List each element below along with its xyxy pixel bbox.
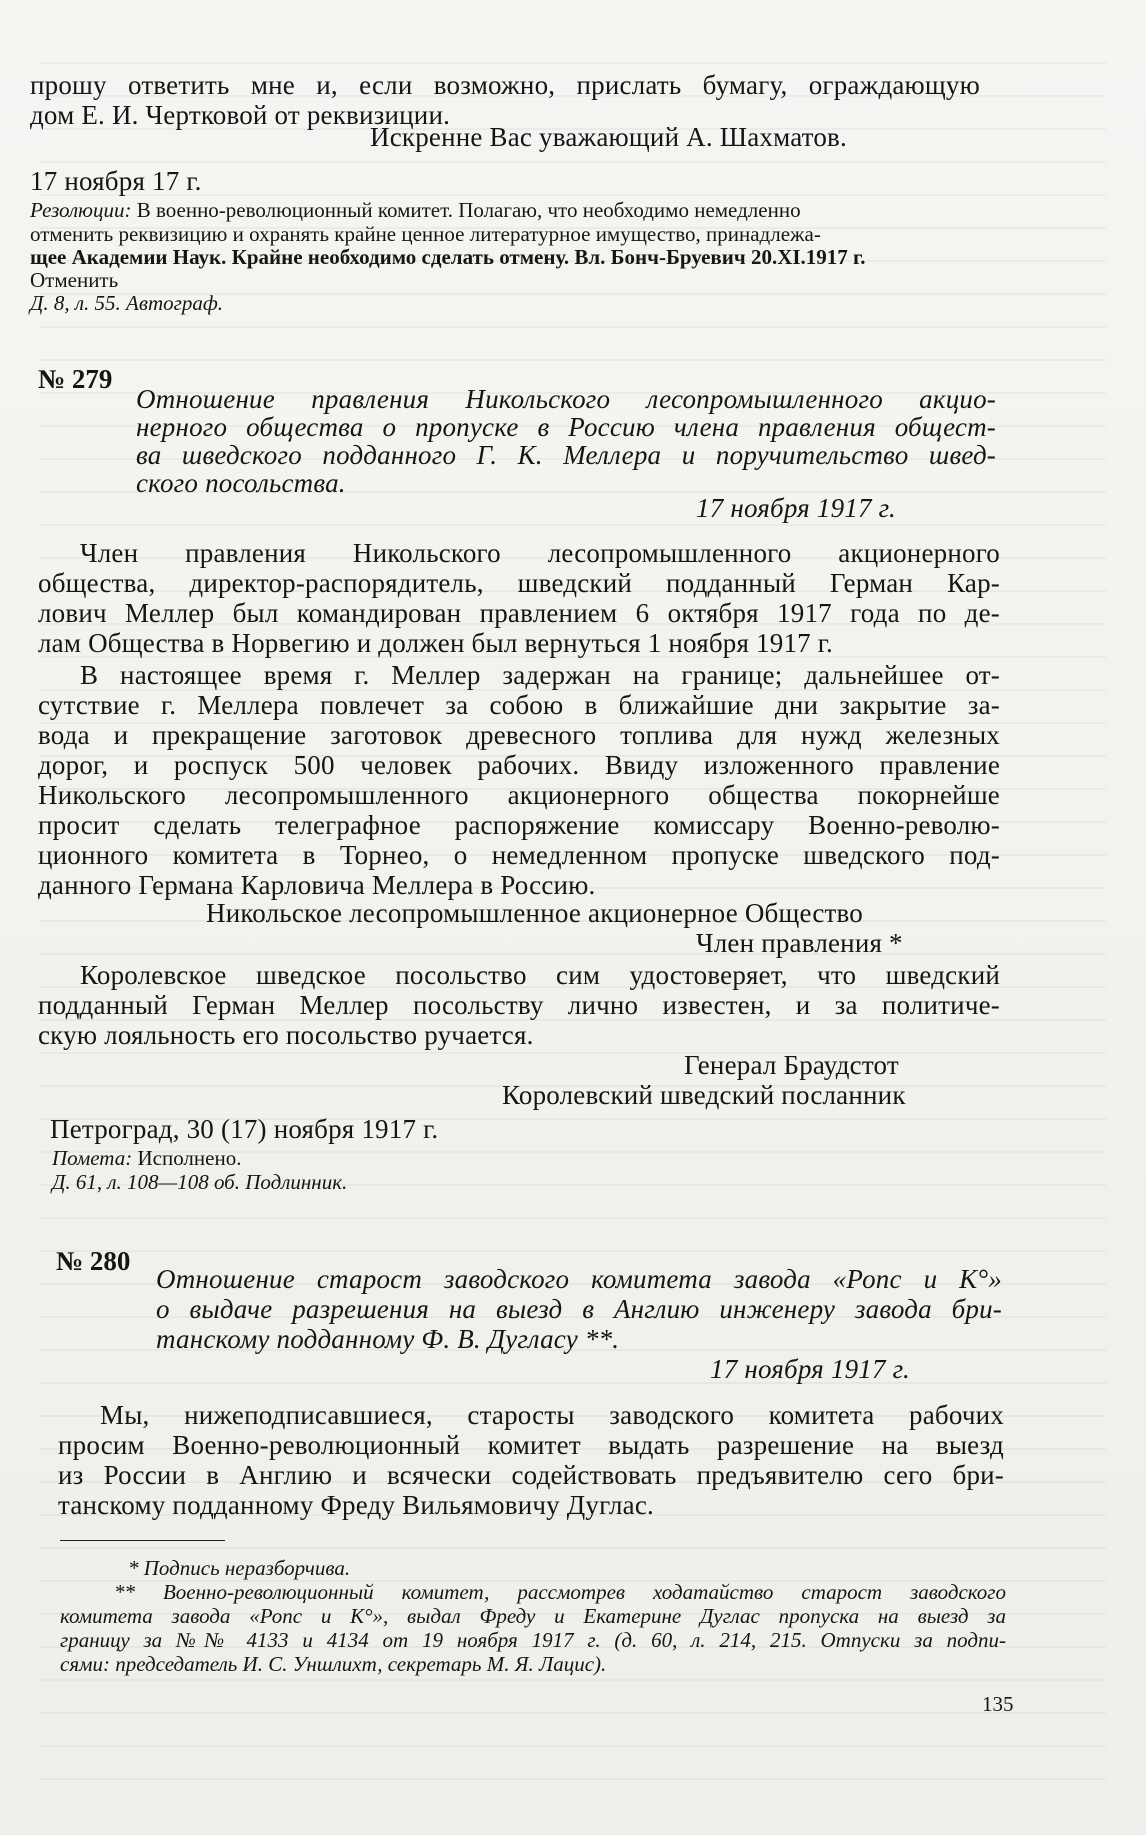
doc279-embassy-line3: скую лояльность его посольство ручается. bbox=[38, 1020, 534, 1050]
doc279-title-line3: ва шведского подданного Г. К. Меллера и поручительство швед- bbox=[136, 440, 996, 470]
doc278-date: 17 ноября 17 г. bbox=[30, 166, 202, 196]
doc279-para1-line3: лович Меллер был командирован правлением 6 октября 1917 года по де- bbox=[38, 598, 1000, 628]
doc279-para2-line5: Никольского лесопромышленного акционерного общества покорнейше bbox=[38, 780, 1000, 810]
resolution-text-1: В военно-революционный комитет. Полагаю, что необходимо немедленно bbox=[136, 198, 801, 222]
doc279-para2-line7: ционного комитета в Торнео, о немедленном пропуске шведского под- bbox=[38, 840, 1000, 870]
mark-label: Помета: bbox=[52, 1146, 133, 1170]
doc280-title-line3: танскому подданному Ф. В. Дугласу **. bbox=[156, 1324, 620, 1354]
doc278-resolution-line2: отменить реквизицию и охранять крайне ценное литературное имущество, принадлежа- bbox=[30, 222, 821, 246]
doc280-para-line2: просим Военно-революционный комитет выдать разрешение на выезд bbox=[58, 1430, 1004, 1460]
doc279-org-signature: Никольское лесопромышленное акционерное Общество bbox=[206, 898, 863, 928]
page-number: 135 bbox=[982, 1692, 1014, 1716]
doc280-date: 17 ноября 1917 г. bbox=[710, 1354, 910, 1384]
doc279-title-line1: Отношение правления Никольского лесопромышленного акцио- bbox=[136, 384, 996, 414]
doc279-date: 17 ноября 1917 г. bbox=[696, 493, 896, 523]
doc278-resolution-line1 bbox=[30, 198, 801, 223]
footnote-2-line1: ** Военно-революционный комитет, рассмотрев ходатайство старост заводского bbox=[114, 1580, 1006, 1604]
doc278-line1: прошу ответить мне и, если возможно, прислать бумагу, ограждающую bbox=[30, 70, 980, 100]
footnote-divider bbox=[60, 1540, 225, 1541]
footnote-2-line2: комитета завода «Ропс и К°», выдал Фреду и Екатерине Дуглас пропуска на выезд за bbox=[60, 1604, 1006, 1628]
doc278-signature: Искренне Вас уважающий А. Шахматов. bbox=[370, 122, 847, 152]
mark-value: Исполнено. bbox=[137, 1146, 242, 1170]
doc279-title-line2: нерного общества о пропуске в Россию члена правления общест- bbox=[136, 412, 996, 442]
doc280-para-line4: танскому подданному Фреду Вильямовичу Дуглас. bbox=[58, 1490, 654, 1520]
doc279-para2-line6: просит сделать телеграфное распоряжение комиссару Военно-револю- bbox=[38, 810, 1000, 840]
resolution-label: Резолюции: bbox=[30, 198, 132, 222]
doc279-para2-line1: В настоящее время г. Меллер задержан на границе; дальнейшее от- bbox=[80, 660, 1000, 690]
doc280-title-line1: Отношение старост заводского комитета завода «Ропс и К°» bbox=[156, 1264, 1002, 1294]
footnote-2-line4: сями: председатель И. С. Уншлихт, секретарь М. Я. Лацис). bbox=[60, 1652, 607, 1676]
doc279-para2-line4: дорог, и роспуск 500 человек рабочих. Ввиду изложенного правление bbox=[38, 750, 1000, 780]
doc279-para1-line1: Член правления Никольского лесопромышленного акционерного bbox=[80, 538, 1000, 568]
doc278-source: Д. 8, л. 55. Автограф. bbox=[30, 291, 223, 315]
doc280-title-line2: о выдаче разрешения на выезд в Англию инженеру завода бри- bbox=[156, 1294, 1002, 1324]
doc279-para2-line3: вода и прекращение заготовок древесного топлива для нужд железных bbox=[38, 720, 1000, 750]
doc280-para-line1: Мы, нижеподписавшиеся, старосты заводского комитета рабочих bbox=[100, 1400, 1004, 1430]
doc279-para2-line8: данного Германа Карловича Меллера в Россию. bbox=[38, 870, 596, 900]
doc279-para2-line2: сутствие г. Меллера повлечет за собою в ближайшие дни закрытие за- bbox=[38, 690, 1000, 720]
doc279-place-date: Петроград, 30 (17) ноября 1917 г. bbox=[50, 1114, 439, 1144]
doc280-number: № 280 bbox=[56, 1246, 131, 1276]
doc279-member-signature: Член правления * bbox=[696, 928, 903, 958]
footnote-1: * Подпись неразборчива. bbox=[128, 1556, 351, 1580]
doc279-embassy-line1: Королевское шведское посольство сим удостоверяет, что шведский bbox=[80, 960, 1000, 990]
doc278-resolution-line3: щее Академии Наук. Крайне необходимо сделать отмену. Вл. Бонч-Бруевич 20.XI.1917 г. bbox=[30, 245, 866, 269]
doc279-general: Генерал Браудстот bbox=[684, 1050, 899, 1080]
footnote-2-line3: границу за №№ 4133 и 4134 от 19 ноября 1917 г. (д. 60, л. 214, 215. Отпуски за подпи- bbox=[60, 1628, 1006, 1652]
doc280-para-line3: из России в Англию и всячески содействовать предъявителю сего бри- bbox=[58, 1460, 1004, 1490]
doc279-mark bbox=[52, 1146, 241, 1171]
doc279-envoy: Королевский шведский посланник bbox=[502, 1080, 906, 1110]
doc279-title-line4: ского посольства. bbox=[136, 468, 346, 498]
doc279-number: № 279 bbox=[38, 364, 113, 394]
doc279-para1-line2: общества, директор-распорядитель, шведский подданный Герман Кар- bbox=[38, 568, 1000, 598]
doc279-embassy-line2: подданный Герман Меллер посольству лично известен, и за политиче- bbox=[38, 990, 1000, 1020]
doc279-source: Д. 61, л. 108—108 об. Подлинник. bbox=[52, 1170, 348, 1194]
doc279-para1-line4: лам Общества в Норвегию и должен был вернуться 1 ноября 1917 г. bbox=[38, 628, 833, 658]
doc278-resolution-line4: Отменить bbox=[30, 268, 119, 292]
doc278-line2: дом Е. И. Чертковой от реквизиции. bbox=[30, 100, 451, 130]
